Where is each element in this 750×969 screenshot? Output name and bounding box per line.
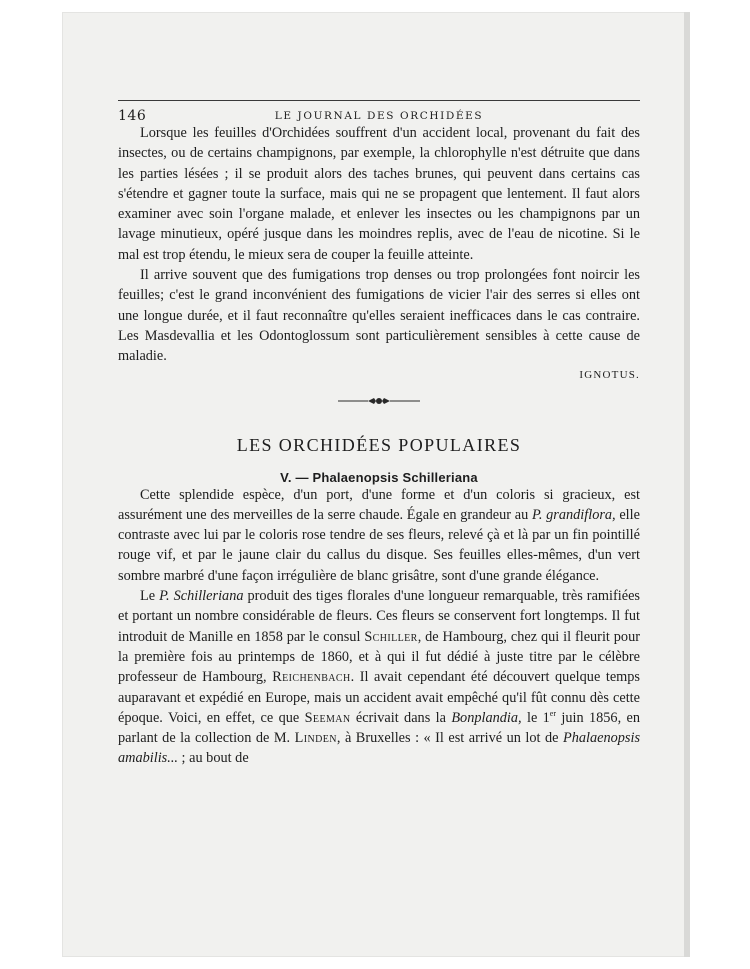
article-end [118, 123, 640, 367]
paragraph: Lorsque les feuilles d'Orchidées souffrent d'un accident local, provenant du fait des insectes, ou de certains champignons, par exemple, la chlorophylle n'est détruite que dans les parties lésées ; il se produit alors des taches brunes, qui peuvent dans certains cas s'étendre et gagner toute la surface, mais qui ne se propagent que lentement. Il faut alors examiner avec soin l'organe malade, et enlever les insectes ou les champignons par un lavage minutieux, opéré jusque dans les moindres replis, avec de l'eau de nicotine. Si le mal est trop étendu, le mieux sera de couper la feuille atteinte. [118, 125, 640, 263]
author-signature: IGNOTUS. [579, 368, 640, 381]
journal-page [118, 100, 640, 769]
page-header [118, 100, 640, 123]
running-head: LE JOURNAL DES ORCHIDÉES [274, 110, 484, 122]
paragraph: Il arrive souvent que des fumigations trop denses ou trop prolongées font noircir les feuilles; c'est le grand inconvénient des fumigations de vicier l'air des serres si elles ont une longue durée, et il faut reconnaître qu'elles seraient inefficaces dans le cas contraire. Les Masdevallia et les Odontoglossum sont particulièrement sensibles à cette cause de maladie. [118, 267, 640, 365]
section-subtitle: V. — Phalaenopsis Schilleriana [280, 469, 478, 485]
paragraph: Le P. Schilleriana produit des tiges florales d'une longueur remarquable, très ramifiées et portant un nombre considérable de fleurs. Ces fleurs se conservent fort longtemps. Il fut introduit de Manille en 1858 par le consul Schiller, de Hambourg, chez qui il fleurit pour la première fois au printemps de 1860, et à qui il fut dédié à juste titre par le célèbre professeur de Hambourg, Reichenbach. Il avait cependant été découvert quelque temps auparavant et expédié en Europe, mais un accident avait empêché qu'il fût connu dès cette époque. Voici, en effet, ce que Seeman écrivait dans la Bonplandia, le 1er juin 1856, en parlant de la collection de M. Linden, à Bruxelles : « Il est arrivé un lot de Phalaenopsis amabilis... ; au bout de [118, 588, 641, 767]
section-title: LES ORCHIDÉES POPULAIRES [236, 434, 522, 455]
article-body [118, 485, 640, 769]
section-divider-ornament [118, 393, 640, 411]
fleuron-icon [334, 393, 424, 409]
paragraph: Cette splendide espèce, d'un port, d'une forme et d'un coloris si gracieux, est assurément une des merveilles de la serre chaude. Égale en grandeur au P. grandiflora, elle contraste avec lui par le coloris rose tendre de ses fleurs, relevé çà et là par un fin pointillé rouge vif, et par le jaune clair du callus du disque. Ses feuilles elles-mêmes, d'un vert sombre marbré d'une façon irrégulière de blanc grisâtre, sont d'une grande élégance. [118, 486, 640, 584]
page-edge-shadow [684, 12, 690, 957]
page-number: 146 [118, 108, 147, 124]
